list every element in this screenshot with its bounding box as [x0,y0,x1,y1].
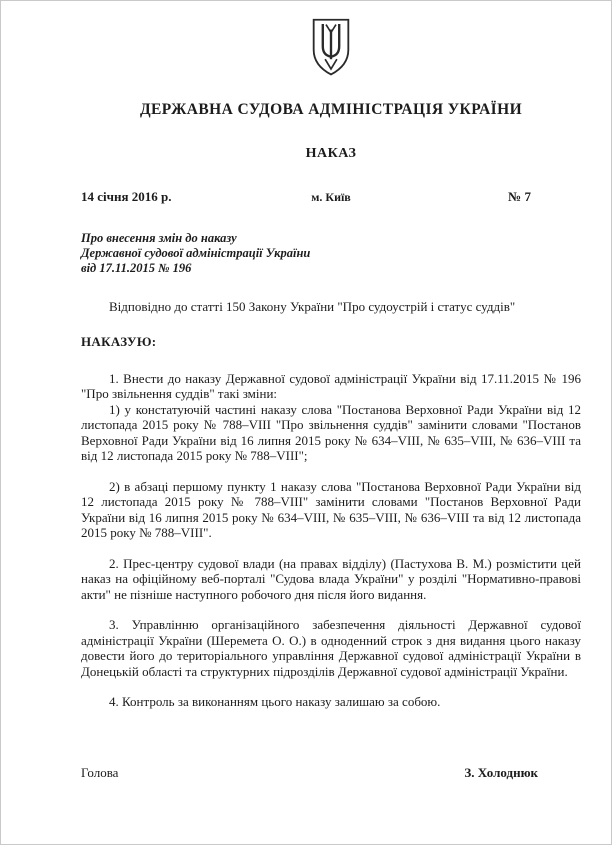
document-place: м. Київ [311,190,351,204]
order-item-1-subitem-1: 1) у констатуючій частині наказу слова "Постанова Верховної Ради України від 12 листопада 2015 року № 788–VIII "Про звільнення суддів" замінити словами "Постанов Верховної Ради України від 16 липня 2015 року № 634–VIII, № 635–VIII, № 636–VIII та від 12 листопада 2015 року № 788–VIII"; [81,401,581,463]
subject-line-2: Державної судової адміністрації України [81,246,311,260]
subject-line-3: від 17.11.2015 № 196 [81,261,192,275]
ukraine-trident-emblem-icon [81,17,581,79]
document-type-heading: НАКАЗ [305,146,357,161]
legal-basis-paragraph: Відповідно до статті 150 Закону України "Про судоустрій і статус суддів" [109,299,516,314]
order-word-heading: НАКАЗУЮ: [81,333,157,349]
document-date: 14 січня 2016 р. [81,189,172,204]
order-item-3: 3. Управлінню організаційного забезпечення діяльності Державної судової адміністрації України (Шеремета О. О.) в одноденний строк з дня видання цього наказу довести його до територіального управління Державної судової адміністрації України в Донецькій області та структурних підрозділів Державної судової адміністрації України. [81,617,581,679]
document-subject [81,231,581,276]
order-item-1-subitem-2: 2) в абзаці першому пункту 1 наказу слова "Постанова Верховної Ради України від 12 листопада 2015 року № 788–VIII" замінити словами "Постанов Верховної Ради України від 16 липня 2015 року № 634–VIII, № 635–VIII, № 636–VIII та від 12 листопада 2015 року № 788–VIII". [81,478,581,540]
order-item-4: 4. Контроль за виконанням цього наказу залишаю за собою. [109,694,441,709]
signer-name: З. Холоднюк [464,764,538,780]
document-content [81,1,581,781]
organization-name: ДЕРЖАВНА СУДОВА АДМІНІСТРАЦІЯ УКРАЇНИ [139,101,523,118]
order-item-2: 2. Прес-центру судової влади (на правах відділу) (Пастухова В. М.) розмістити цей наказ на офіційному веб-порталі "Судова влада України" у розділі "Нормативно-правові акти" не пізніше наступного робочого дня після його видання. [81,555,581,602]
date-place-number-row [81,189,581,205]
document-number: № 7 [508,189,531,204]
order-item-1: 1. Внести до наказу Державної судової адміністрації України від 17.11.2015 № 196 "Про звільнення суддів" такі зміни: [81,370,581,401]
subject-line-1: Про внесення змін до наказу [81,231,237,245]
signer-position: Голова [81,764,119,780]
signature-row [81,765,581,781]
